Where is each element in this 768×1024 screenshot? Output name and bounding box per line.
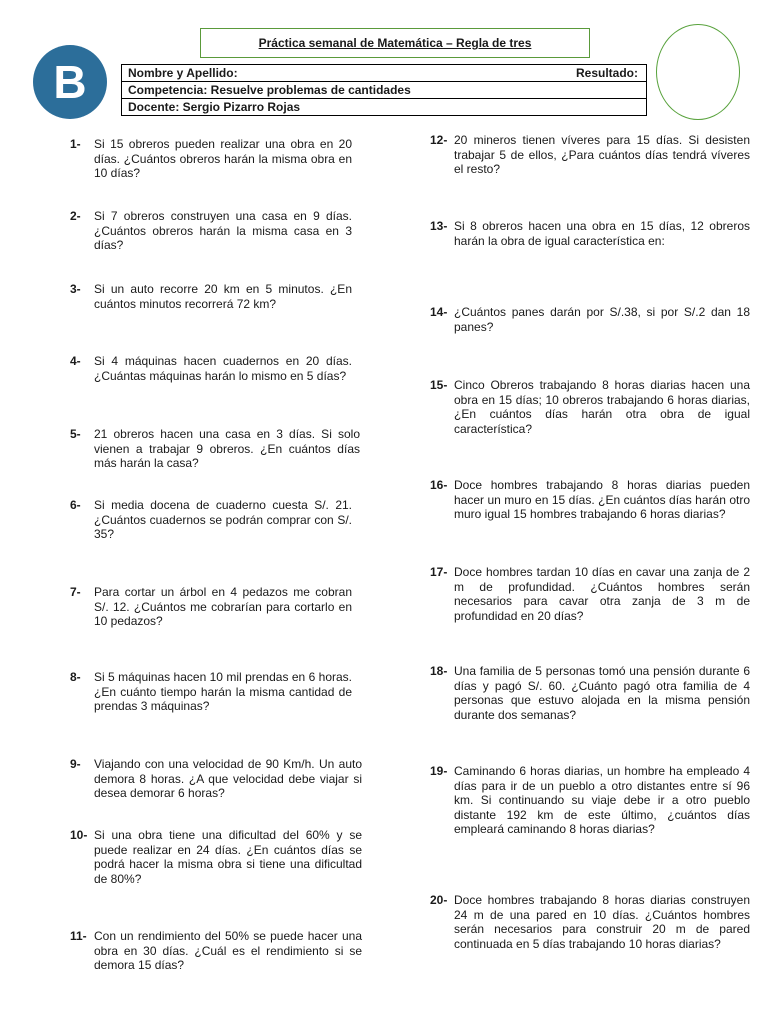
question-number: 20- [430, 893, 448, 907]
question-number: 3- [70, 282, 81, 296]
question-number: 9- [70, 757, 81, 771]
question-text: Si 5 máquinas hacen 10 mil prendas en 6 horas. ¿En cuánto tiempo harán la misma cantidad de prendas 3 máquinas? [94, 670, 352, 713]
question-number: 10- [70, 828, 88, 842]
question-number: 17- [430, 565, 448, 579]
student-info-table [121, 64, 647, 116]
question-text: Viajando con una velocidad de 90 Km/h. Un auto demora 8 horas. ¿A que velocidad debe viajar si desea demorar 6 horas? [94, 757, 362, 800]
question-text: Si 15 obreros pueden realizar una obra en 20 días. ¿Cuántos obreros harán la misma obra en 10 días? [94, 137, 352, 180]
result-label: Resultado: [575, 66, 638, 80]
competencia-label: Competencia: Resuelve problemas de cantidades [128, 83, 411, 97]
question-number: 18- [430, 664, 448, 678]
question-text: 21 obreros hacen una casa en 3 días. Si solo vienen a trabajar 9 obreros. ¿En cuántos días más harán la casa? [94, 427, 360, 470]
docente-label: Docente: Sergio Pizarro Rojas [128, 100, 301, 114]
question-number: 14- [430, 305, 448, 319]
logo [33, 45, 107, 119]
question-number: 19- [430, 764, 448, 778]
question-text: Doce hombres tardan 10 días en cavar una zanja de 2 m de profundidad. ¿Cuántos hombres serán necesarios para cavar otra zanja de 3 m de profundidad en 20 días? [454, 565, 750, 623]
question-text: Para cortar un árbol en 4 pedazos me cobran S/. 12. ¿Cuántos me cobrarían para cortarlo en 10 pedazos? [94, 585, 352, 628]
question-19 [430, 764, 750, 837]
question-text: Si un auto recorre 20 km en 5 minutos. ¿En cuántos minutos recorrerá 72 km? [94, 282, 352, 311]
question-number: 7- [70, 585, 81, 599]
competencia-row [122, 82, 646, 99]
question-17 [430, 565, 750, 623]
question-number: 16- [430, 478, 448, 492]
question-text: ¿Cuántos panes darán por S/.38, si por S/.2 dan 18 panes? [454, 305, 750, 334]
question-2 [70, 209, 352, 253]
question-13 [430, 219, 750, 248]
question-20 [430, 893, 750, 951]
question-number: 6- [70, 498, 81, 512]
name-row [122, 65, 646, 82]
question-number: 2- [70, 209, 81, 223]
question-number: 12- [430, 133, 448, 147]
question-12 [430, 133, 750, 177]
question-text: Caminando 6 horas diarias, un hombre ha empleado 4 días para ir de un pueblo a otro distantes entre sí 96 km. Si continuando su viaje debe ir a otro pueblo distante 192 km de este último, ¿cuántos días empleará caminando 8 horas diarias? [454, 764, 750, 836]
question-10 [70, 828, 362, 886]
question-number: 13- [430, 219, 448, 233]
question-number: 4- [70, 354, 81, 368]
question-4 [70, 354, 352, 383]
question-text: Con un rendimiento del 50% se puede hacer una obra en 30 días. ¿Cuál es el rendimiento si se demora 15 días? [94, 929, 362, 972]
question-text: Cinco Obreros trabajando 8 horas diarias hacen una obra en 15 días; 10 obreros trabajando 6 horas diarias, ¿En cuántos días harán otra obra de igual característica? [454, 378, 750, 436]
question-number: 11- [70, 929, 87, 943]
question-number: 5- [70, 427, 81, 441]
question-text: Si media docena de cuaderno cuesta S/. 21. ¿Cuántos cuadernos se podrán comprar con S/. 35? [94, 498, 352, 541]
question-text: Doce hombres trabajando 8 horas diarias pueden hacer un muro en 15 días. ¿En cuántos días harán otro muro igual 15 hombres trabajando 6 horas diarias? [454, 478, 750, 521]
page-title: Práctica semanal de Matemática – Regla de tres [200, 28, 590, 58]
logo-letter: B [53, 56, 87, 108]
question-9 [70, 757, 362, 801]
question-5 [70, 427, 360, 471]
question-1 [70, 137, 352, 181]
question-number: 15- [430, 378, 448, 392]
question-6 [70, 498, 352, 542]
question-16 [430, 478, 750, 522]
docente-row [122, 99, 646, 115]
question-number: 8- [70, 670, 81, 684]
question-15 [430, 378, 750, 436]
question-text: 20 mineros tienen víveres para 15 días. Si desisten trabajar 5 de ellos, ¿Para cuántos días tendrá víveres el resto? [454, 133, 750, 176]
question-3 [70, 282, 352, 311]
question-7 [70, 585, 352, 629]
question-14 [430, 305, 750, 334]
question-text: Si una obra tiene una dificultad del 60% y se puede realizar en 24 días. ¿En cuántos días se podrá hacer la misma obra si tiene una dificultad de 80%? [94, 828, 362, 886]
name-label: Nombre y Apellido: [128, 66, 238, 80]
question-text: Si 4 máquinas hacen cuadernos en 20 días. ¿Cuántas máquinas harán lo mismo en 5 días? [94, 354, 352, 383]
question-text: Doce hombres trabajando 8 horas diarias construyen 24 m de una pared en 10 días. ¿Cuántos hombres serán necesarios para construir 20 m de pared continuada en 5 días trabajando 10 horas diarias? [454, 893, 750, 951]
question-number: 1- [70, 137, 81, 151]
question-text: Si 8 obreros hacen una obra en 15 días, 12 obreros harán la obra de igual característica en: [454, 219, 750, 248]
question-text: Si 7 obreros construyen una casa en 9 días. ¿Cuántos obreros harán la misma casa en 3 días? [94, 209, 352, 252]
question-text: Una familia de 5 personas tomó una pensión durante 6 días y pagó S/. 60. ¿Cuánto pagó otra familia de 4 personas que estuvo alojada en la misma pensión durante dos semanas? [454, 664, 750, 722]
grade-oval [656, 24, 740, 120]
question-18 [430, 664, 750, 722]
question-11 [70, 929, 362, 973]
question-8 [70, 670, 352, 714]
